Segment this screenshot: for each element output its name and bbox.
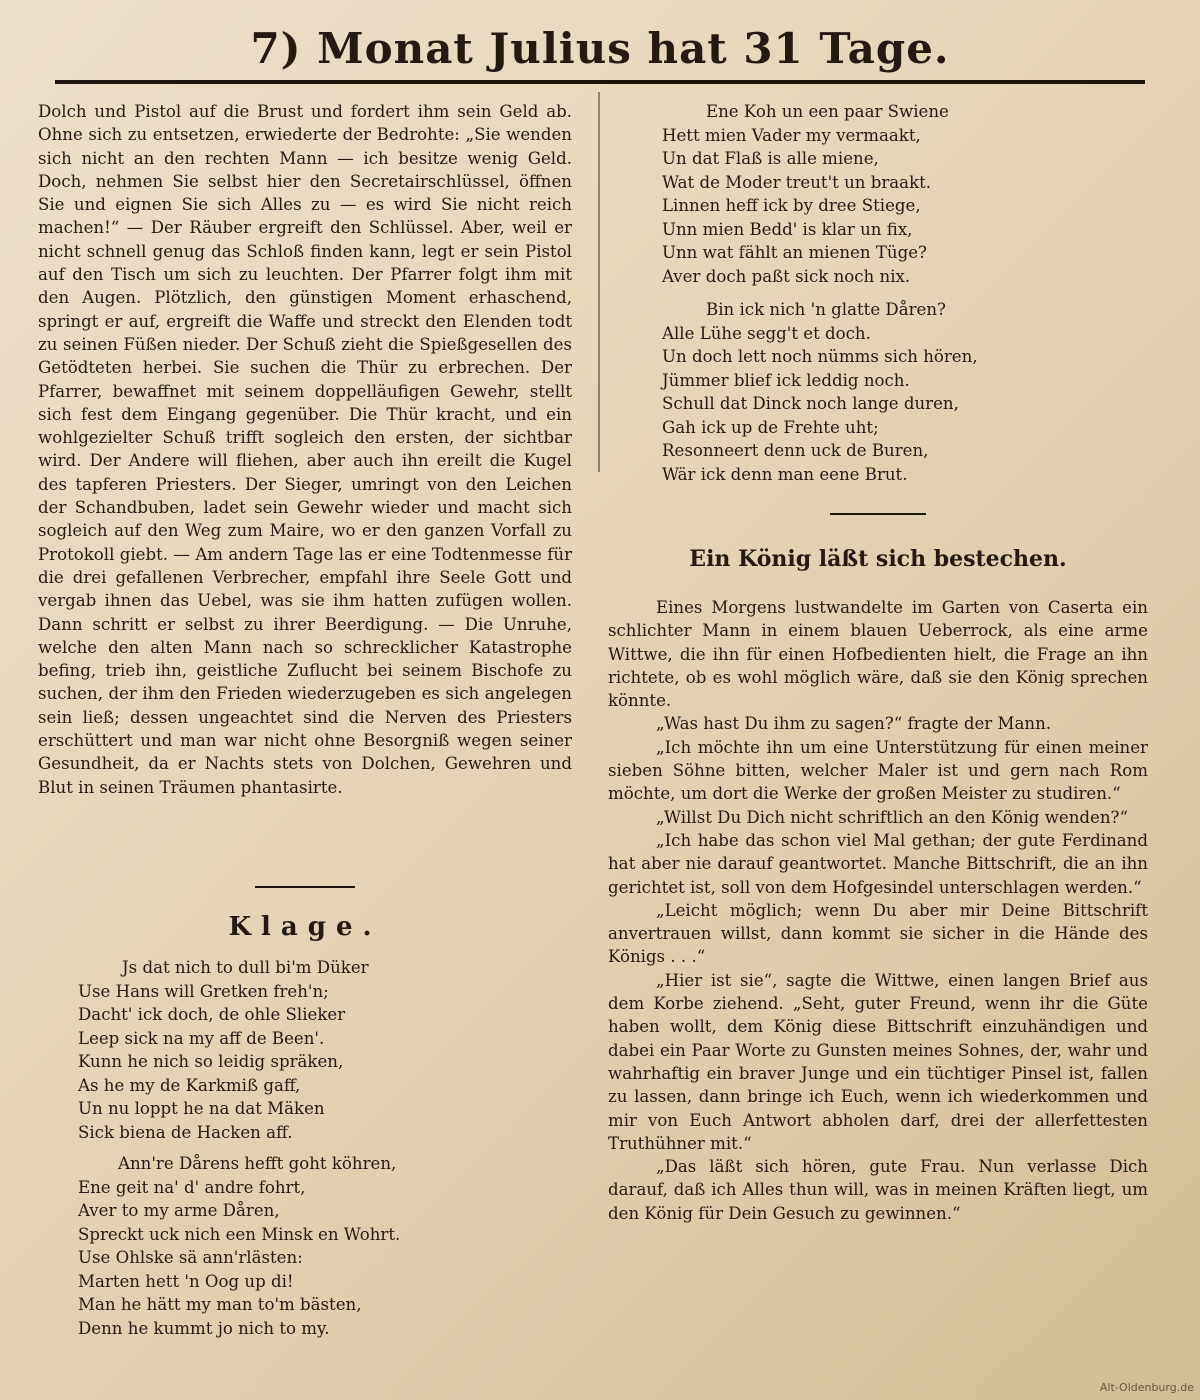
watermark-text: Alt-Oldenburg.de xyxy=(1099,1381,1194,1394)
header-rule xyxy=(55,80,1145,84)
klage-title: Klage. xyxy=(228,912,382,942)
story-text-left xyxy=(38,100,572,799)
poem-line: Aver to my arme Dåren, xyxy=(78,1201,280,1220)
klage-stanza-1 xyxy=(78,956,558,1144)
poem-line: Unn mien Bedd' is klar un fix, xyxy=(662,219,913,239)
poem-line: Marten hett 'n Oog up di! xyxy=(78,1271,294,1291)
poem-line: Use Hans will Gretken freh'n; xyxy=(78,981,329,1001)
poem-line: Ene Koh un een paar Swiene xyxy=(706,102,949,121)
poem-line: Un dat Flaß is alle miene, xyxy=(662,149,879,168)
klage-stanza-3 xyxy=(662,100,1142,288)
poem-line: Bin ick nich 'n glatte Dåren? xyxy=(706,300,946,319)
story-paragraph: „Willst Du Dich nicht schriftlich an den König wenden?“ xyxy=(656,807,1128,827)
poem-line: Aver doch paßt sick noch nix. xyxy=(662,266,911,286)
poem-line: Alle Lühe segg't et doch. xyxy=(662,323,871,343)
poem-line: Unn wat fählt an mienen Tüge? xyxy=(662,243,927,262)
poem-line: Ann're Dårens hefft goht köhren, xyxy=(118,1154,397,1173)
poem-line: Resonneert denn uck de Buren, xyxy=(662,441,929,460)
poem-line: Use Ohlske sä ann'rlästen: xyxy=(78,1248,303,1267)
poem-line: Dacht' ick doch, de ohle Slieker xyxy=(78,1005,346,1024)
poem-line: Ene geit na' d' andre fohrt, xyxy=(78,1177,306,1197)
poem-line: Un nu loppt he na dat Mäken xyxy=(78,1099,325,1118)
story-paragraph: „Was hast Du ihm zu sagen?“ fragte der Mann. xyxy=(656,714,1052,734)
klage-stanza-2 xyxy=(78,1152,558,1340)
poem-line: Spreckt uck nich een Minsk en Wohrt. xyxy=(78,1224,401,1244)
story-paragraph: „Hier ist sie“, sagte die Wittwe, einen langen Brief aus dem Korbe ziehend. „Seht, guter Freund, wenn ihr die Güte haben wollt, dem König diese Bittschrift einzuhändigen und dabei ein Paar Worte zu Gunsten meines Sohnes, der, wahr und wahrhaftig ein braver Junge und ein tüchtiger Pinsel ist, fallen zu lassen, dann bringe ich Euch, wenn ich wiederkommen und mir von Euch Antwort abholen darf, drei der allerfettesten Truthühner mit.“ xyxy=(608,970,1148,1153)
story-paragraph: „Leicht möglich; wenn Du aber mir Deine Bittschrift anvertrauen willst, dann kommt sie sicher in die Hände des Königs . . .“ xyxy=(608,900,1148,967)
poem-line: Hett mien Vader my vermaakt, xyxy=(662,125,921,145)
poem-line: Un doch lett noch nümms sich hören, xyxy=(662,347,978,366)
poem-line: Schull dat Dinck noch lange duren, xyxy=(662,394,959,413)
poem-line: Js dat nich to dull bi'm Düker xyxy=(122,958,369,977)
poem-line: Jümmer blief ick leddig noch. xyxy=(662,370,910,390)
poem-line: Denn he kummt jo nich to my. xyxy=(78,1318,330,1338)
poem-line: Linnen heff ick by dree Stiege, xyxy=(662,196,921,215)
story-paragraph: Eines Morgens lustwandelte im Garten von Caserta ein schlichter Mann in einem blauen Ueberrock, als eine arme Wittwe, die ihn für einen Hofbedienten hielt, die Frage an ihn richtete, ob es wohl möglich wäre, daß sie den König sprechen könnte. xyxy=(608,598,1148,711)
story-paragraph: „Ich möchte ihn um eine Unterstützung für einen meiner sieben Söhne bitten, welcher Maler ist und gern nach Rom möchte, um dort die Werke der großen Meister zu studiren.“ xyxy=(608,737,1148,804)
poem-line: Wat de Moder treut't un braakt. xyxy=(662,172,932,192)
poem-line: Man he hätt my man to'm bästen, xyxy=(78,1295,362,1314)
poem-line: As he my de Karkmiß gaff, xyxy=(78,1075,301,1095)
poem-line: Kunn he nich so leidig spräken, xyxy=(78,1052,344,1071)
story-paragraph: „Ich habe das schon viel Mal gethan; der gute Ferdinand hat aber nie darauf geantwortet. Manche Bittschrift, die an ihn gerichtet ist, soll von dem Hofgesindel unterschlagen werden.“ xyxy=(608,830,1148,897)
column-divider xyxy=(598,92,600,472)
story-paragraph: „Das läßt sich hören, gute Frau. Nun verlasse Dich darauf, daß ich Alles thun will, was in meinen Kräften liegt, um den König für Dein Gesuch zu gewinnen.“ xyxy=(608,1157,1148,1223)
poem-line: Leep sick na my aff de Been'. xyxy=(78,1028,325,1048)
klage-stanza-4 xyxy=(662,298,1142,486)
poem-line: Wär ick denn man eene Brut. xyxy=(662,464,908,484)
story-text-right xyxy=(608,596,1148,1225)
poem-line: Sick biena de Hacken aff. xyxy=(78,1122,293,1142)
section-separator xyxy=(255,886,355,888)
page-header-title: 7) Monat Julius hat 31 Tage. xyxy=(250,24,950,73)
poem-line: Gah ick up de Frehte uht; xyxy=(662,417,879,437)
story-paragraph: Dolch und Pistol auf die Brust und fordert ihm sein Geld ab. Ohne sich zu entsetzen, erwiederte der Bedrohte: „Sie wenden sich nicht an den rechten Mann — ich besitze wenig Geld. Doch, nehmen Sie selbst hier den Secretairschlüssel, öffnen Sie und eignen Sie sich Alles zu — es wird Sie nicht reich machen!“ — Der Räuber ergreift den Schlüssel. Aber, weil er nicht schnell genug das Schloß finden kann, legt er sein Pistol auf den Tisch um sich zu leuchten. Der Pfarrer folgt ihm mit den Augen. Plötzlich, den günstigen Moment erhaschend, springt er auf, ergreift die Waffe und streckt den Elenden todt zu seinen Füßen nieder. Der Schuß zieht die Spießgesellen des Getödteten herbei. Sie suchen die Thür zu erbrechen. Der Pfarrer, bewaffnet mit seinem doppelläufigen Gewehr, stellt sich fest dem Eingang gegenüber. Die Thür kracht, und ein wohlgezielter Schuß trifft sogleich den ersten, der sichtbar wird. Der Andere will fliehen, aber auch ihn ereilt die Kugel des tapferen Priesters. Der Sieger, umringt von den Leichen der Schandbuben, ladet sein Gewehr wieder und macht sich sogleich auf den Weg zum Maire, wo er den ganzen Vorfall zu Protokoll giebt. — Am andern Tage las er eine Todtenmesse für die drei gefallenen Verbrecher, empfahl ihre Seele Gott und vergab ihnen das Uebel, was sie ihm hatten zufügen wollen. Dann schritt er selbst zu ihrer Beerdigung. — Die Unruhe, welche den alten Mann nach so schrecklicher Katastrophe befing, trieb ihn, geistliche Zuflucht bei seinem Bischofe zu suchen, der ihm den Frieden wiederzugeben es sich angelegen sein ließ; dessen ungeachtet sind die Nerven des Priesters erschüttert und man war nicht ohne Besorgniß wegen seiner Gesundheit, da er Nachts stets von Dolchen, Gewehren und Blut in seinen Träumen phantasirte. xyxy=(38,102,572,797)
koenig-title: Ein König läßt sich bestechen. xyxy=(689,546,1067,572)
section-separator xyxy=(830,513,926,515)
